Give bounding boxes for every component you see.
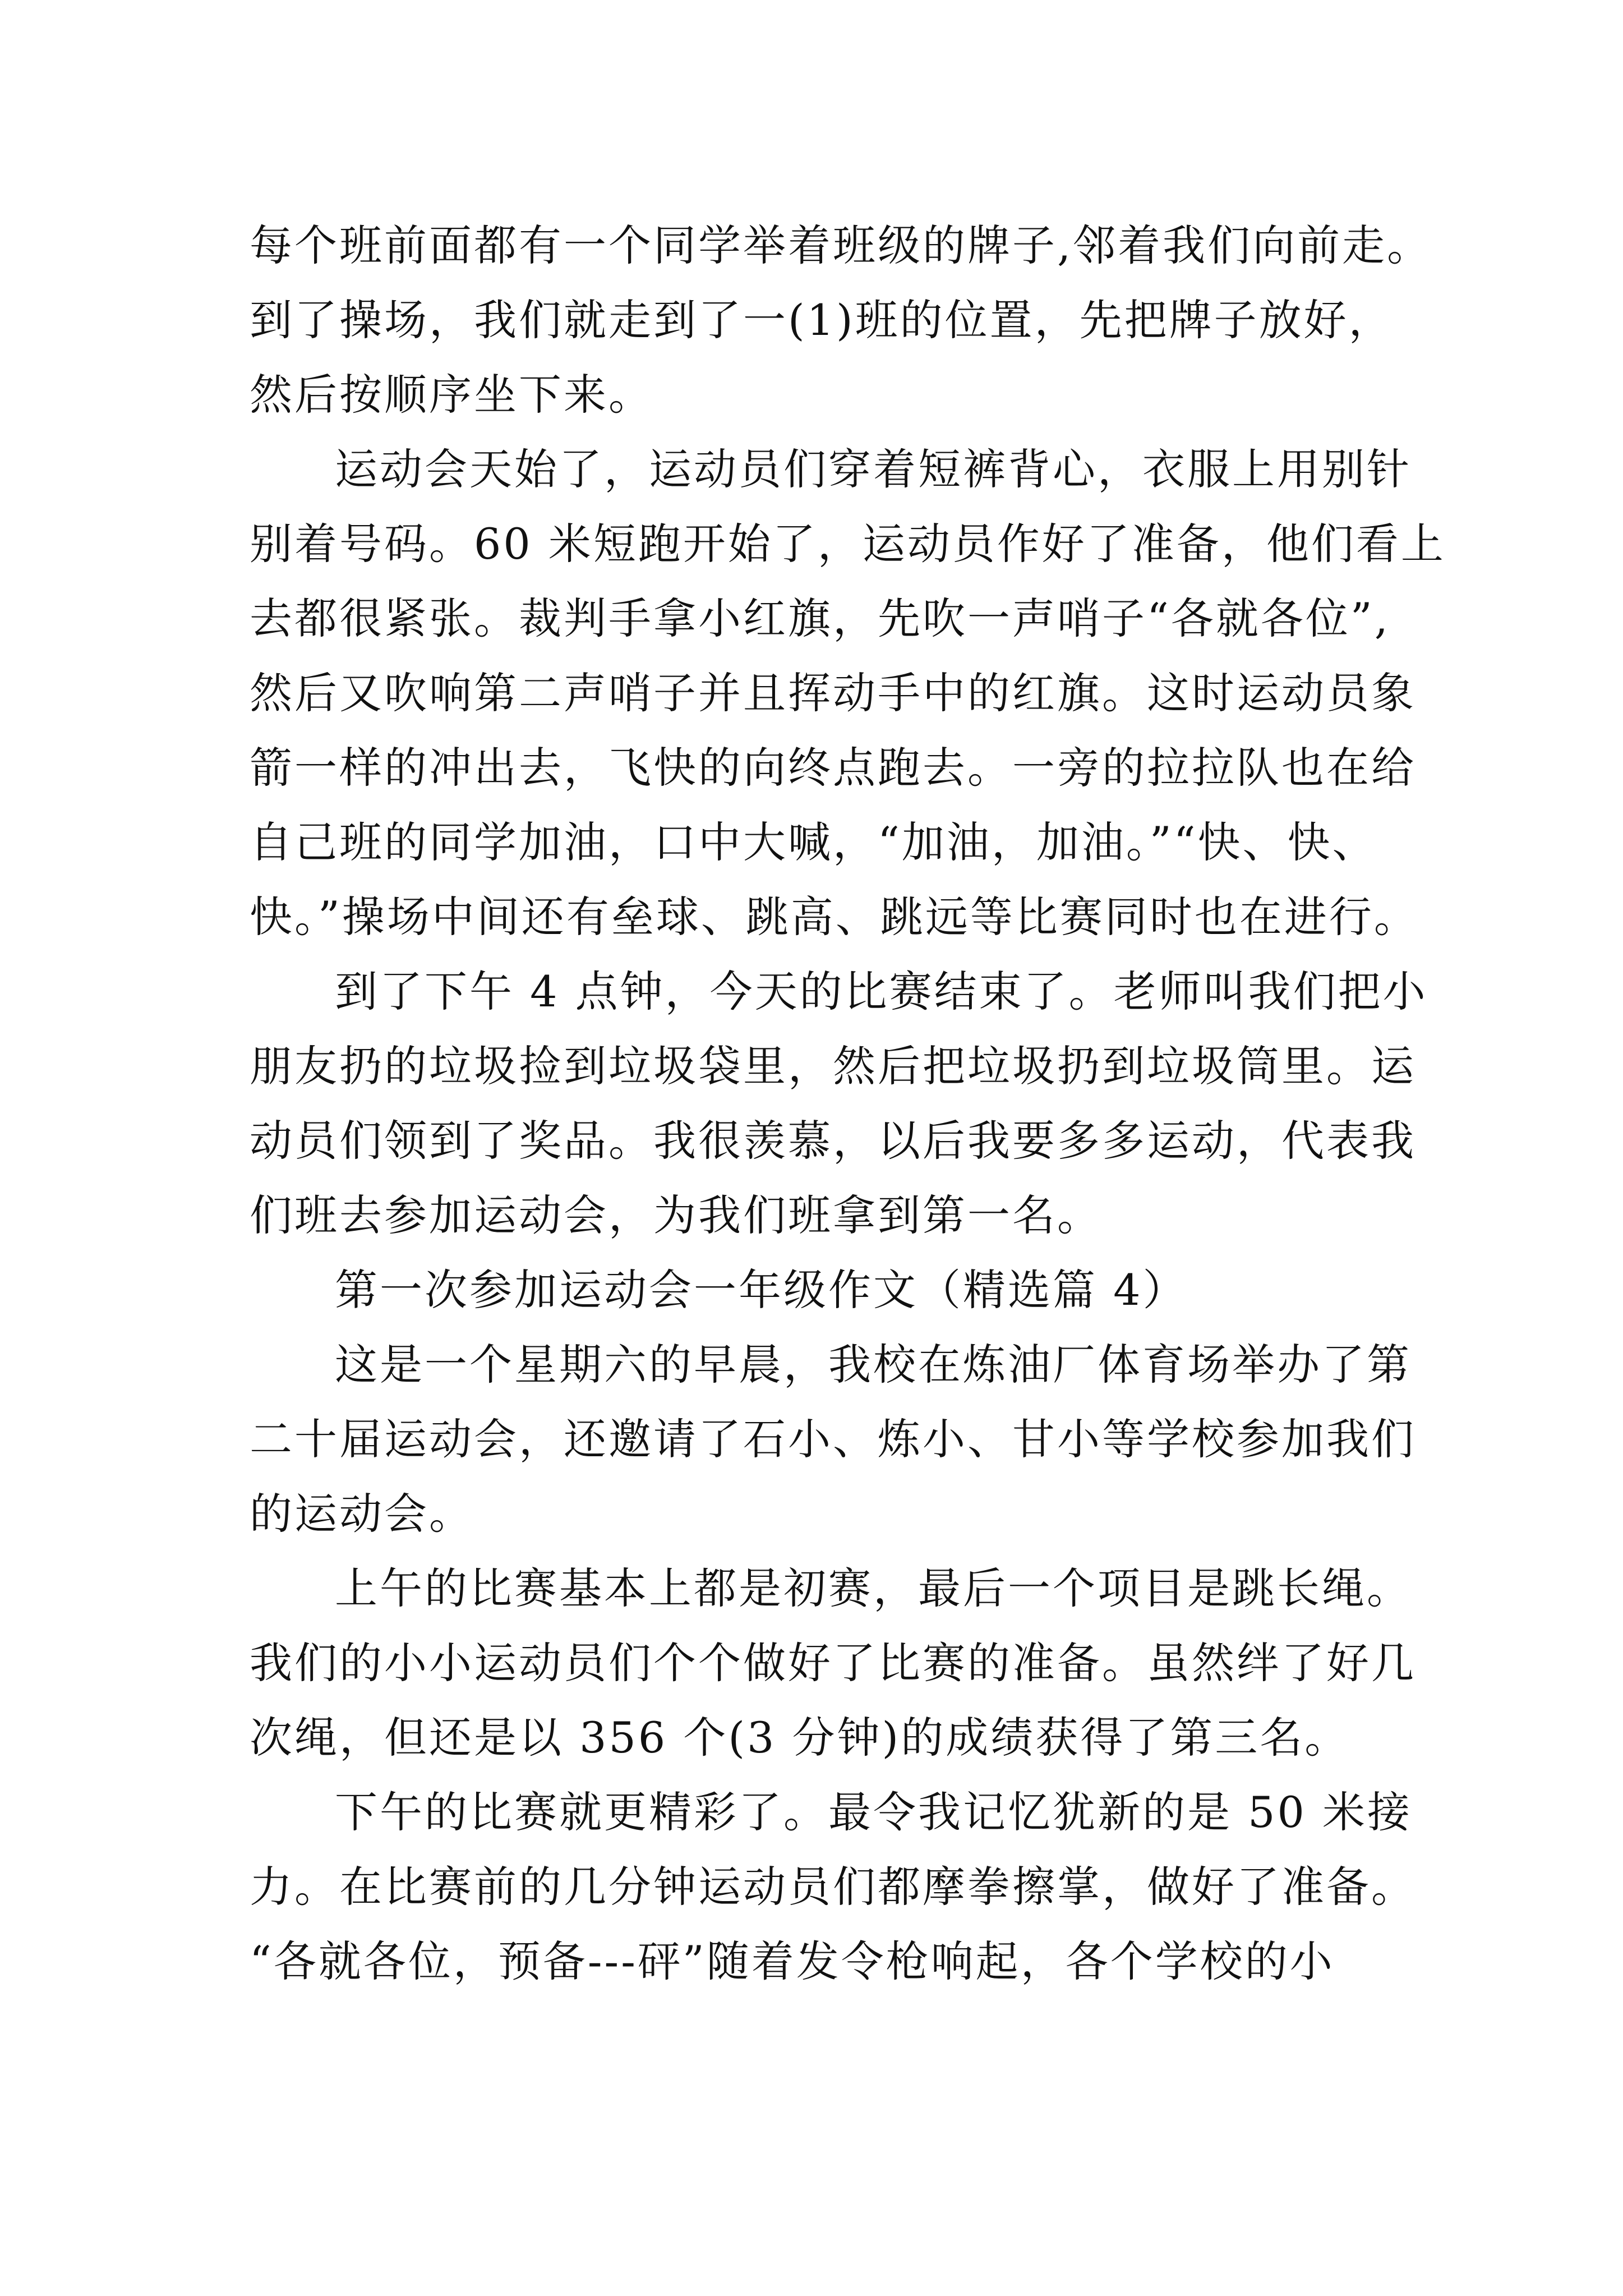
paragraph-start-line: 这是一个星期六的早晨，我校在炼油厂体育场举办了第 xyxy=(335,1340,1412,1389)
paragraph-start-line: 下午的比赛就更精彩了。最令我记忆犹新的是 50 米接 xyxy=(335,1787,1413,1837)
text-line: 我们的小小运动员们个个做好了比赛的准备。虽然绊了好几 xyxy=(250,1638,1416,1688)
text-line: 自己班的同学加油，口中大喊，“加油，加油。”“快、快、 xyxy=(250,817,1377,867)
paragraph-start-line: 到了下午 4 点钟，今天的比赛结束了。老师叫我们把小 xyxy=(335,967,1428,1016)
paragraph-start-line: 上午的比赛基本上都是初赛，最后一个项目是跳长绳。 xyxy=(335,1563,1412,1613)
text-line: 二十届运动会，还邀请了石小、炼小、甘小等学校参加我们 xyxy=(250,1414,1416,1464)
text-line: 到了操场，我们就走到了一(1)班的位置，先把牌子放好， xyxy=(250,295,1394,345)
text-line: 每个班前面都有一个同学举着班级的牌子,邻着我们向前走。 xyxy=(250,220,1432,270)
text-line: 别着号码。60 米短跑开始了，运动员作好了准备，他们看上 xyxy=(250,519,1446,569)
text-line: 箭一样的冲出去，飞快的向终点跑去。一旁的拉拉队也在给 xyxy=(250,743,1416,793)
paragraph-start-line: 运动会天始了，运动员们穿着短裤背心，衣服上用别针 xyxy=(335,444,1412,494)
text-line: 快。”操场中间还有垒球、跳高、跳远等比赛同时也在进行。 xyxy=(250,892,1419,942)
section-heading: 第一次参加运动会一年级作文（精选篇 4） xyxy=(335,1265,1188,1315)
text-line: “各就各位，预备---砰”随着发令枪响起，各个学校的小 xyxy=(250,1936,1335,1986)
text-line: 去都很紧张。裁判手拿小红旗，先吹一声哨子“各就各位”, xyxy=(250,593,1390,643)
text-line: 次绳，但还是以 356 个(3 分钟)的成绩获得了第三名。 xyxy=(250,1713,1350,1763)
text-line: 然后又吹响第二声哨子并且挥动手中的红旗。这时运动员象 xyxy=(250,668,1416,718)
text-line: 朋友扔的垃圾捡到垃圾袋里，然后把垃圾扔到垃圾筒里。运 xyxy=(250,1041,1416,1091)
text-line: 们班去参加运动会，为我们班拿到第一名。 xyxy=(250,1190,1102,1240)
text-line: 的运动会。 xyxy=(250,1489,474,1539)
text-line: 动员们领到了奖品。我很羡慕，以后我要多多运动，代表我 xyxy=(250,1116,1416,1166)
text-line: 然后按顺序坐下来。 xyxy=(250,370,653,420)
text-line: 力。在比赛前的几分钟运动员们都摩拳擦掌，做好了准备。 xyxy=(250,1862,1416,1912)
